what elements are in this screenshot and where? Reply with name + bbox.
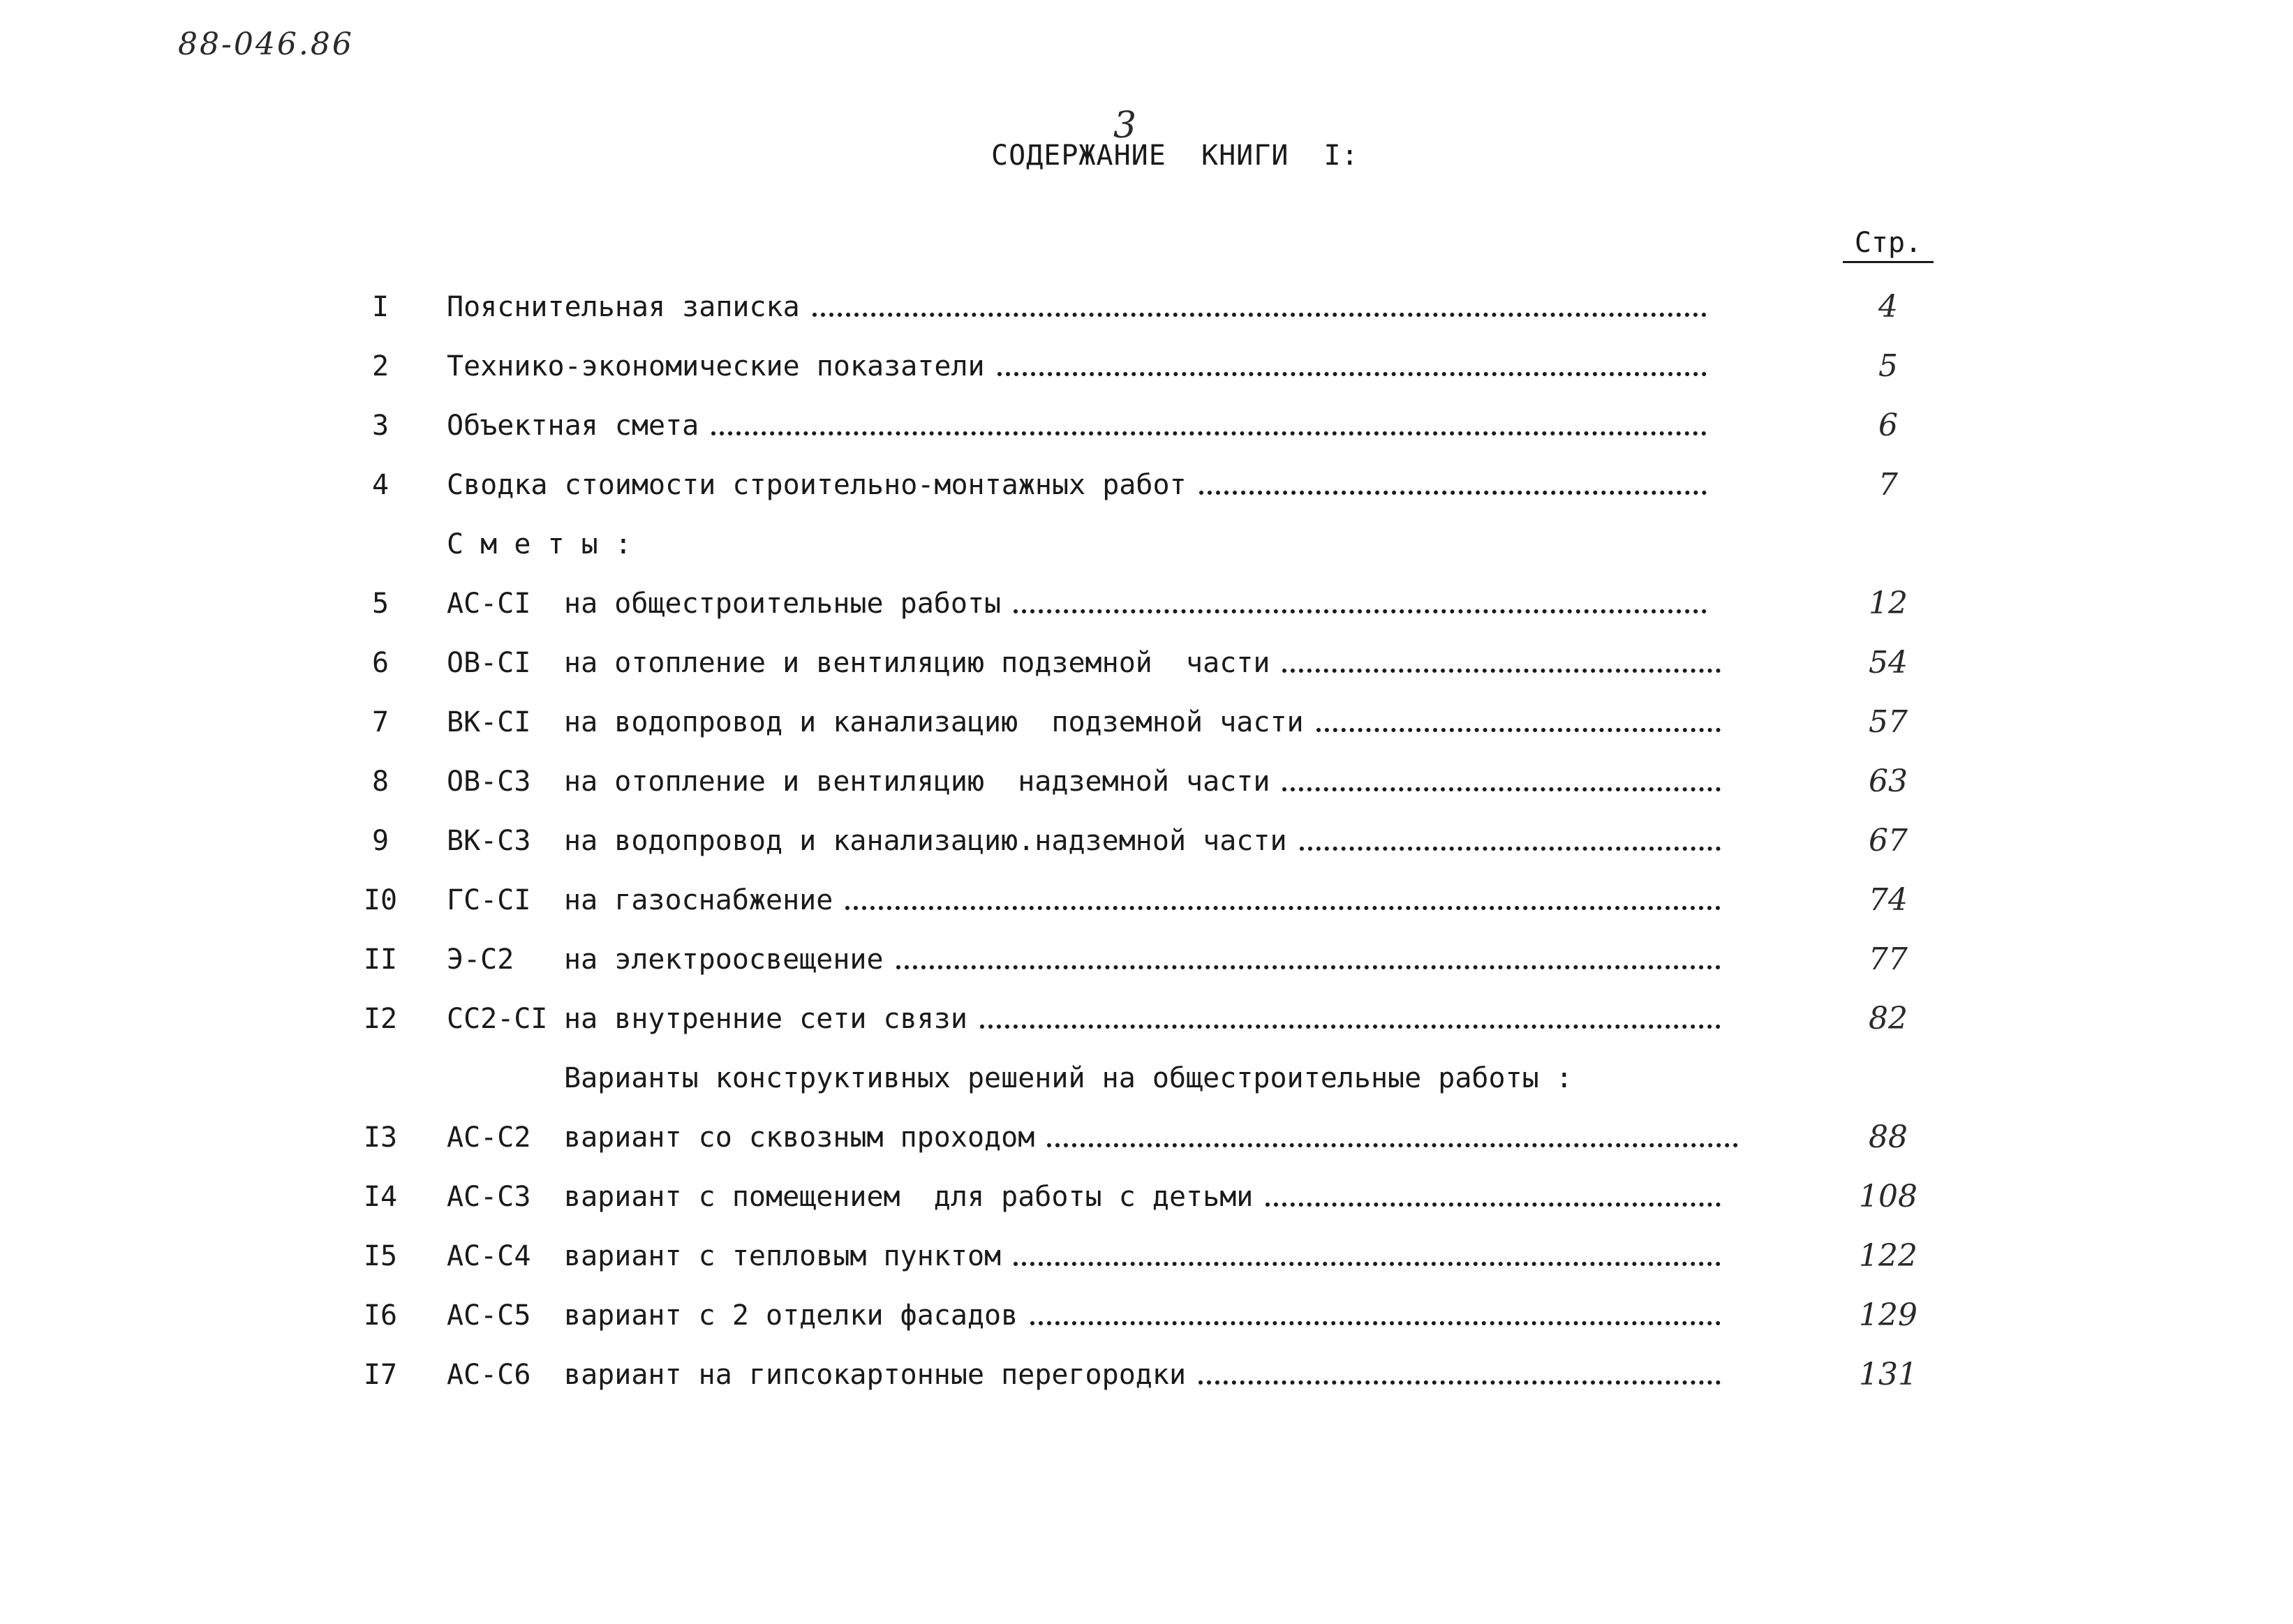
- entry-number: 4: [371, 469, 389, 501]
- page-title: СОДЕРЖАНИЕ КНИГИ I:: [991, 140, 1359, 172]
- entry-page-number: 7: [1878, 467, 1898, 502]
- entry-title: на отопление и вентиляцию подземной части: [564, 647, 1270, 679]
- list-item: [0, 642, 2293, 684]
- entry-title-leader: [564, 820, 1721, 862]
- entry-title-leader: [447, 464, 1707, 506]
- list-item: [0, 1117, 2293, 1159]
- entry-title: на электроосвещение: [564, 944, 884, 976]
- list-item: [0, 701, 2293, 743]
- entry-page-number: 67: [1869, 823, 1908, 858]
- page-number: 3: [1113, 105, 1137, 147]
- entry-page-number: 54: [1869, 645, 1908, 680]
- list-item: [0, 879, 2293, 921]
- dot-leader: [845, 906, 1721, 910]
- list-item: [0, 998, 2293, 1040]
- entry-code: ГС-СI: [447, 884, 531, 916]
- entry-title-leader: [564, 1295, 1721, 1336]
- entry-title-leader: [447, 286, 1707, 328]
- entry-number: I0: [363, 884, 398, 916]
- entry-number: 5: [371, 588, 389, 620]
- entry-title: на общестроительные работы: [564, 588, 1002, 620]
- entry-page-number: 6: [1878, 408, 1898, 443]
- entry-number: I4: [363, 1181, 398, 1213]
- entry-title: вариант со сквозным проходом: [564, 1122, 1035, 1154]
- dot-leader: [1300, 847, 1721, 851]
- entry-page-number: 74: [1869, 882, 1908, 918]
- entry-code: Э-С2: [447, 944, 514, 976]
- section-label-variants: Варианты конструктивных решений на общестроительные работы :: [564, 1062, 1573, 1094]
- dot-leader: [1282, 669, 1721, 673]
- entry-title-leader: [564, 879, 1721, 921]
- entry-code: АС-С2: [447, 1122, 531, 1154]
- dot-leader: [997, 372, 1707, 376]
- entry-page-number: 108: [1859, 1179, 1917, 1214]
- entry-number: 9: [371, 825, 389, 857]
- entry-title: на водопровод и канализацию.надземной части: [564, 825, 1287, 857]
- entry-title: вариант с тепловым пунктом: [564, 1240, 1002, 1272]
- list-item: [0, 820, 2293, 862]
- page-column-header: Стр.: [1843, 225, 1934, 263]
- entry-code: ВК-С3: [447, 825, 531, 857]
- entry-title: вариант на гипсокартонные перегородки: [564, 1359, 1187, 1391]
- dot-leader: [1014, 1262, 1721, 1266]
- dot-leader: [896, 965, 1721, 969]
- entry-number: I2: [363, 1003, 398, 1035]
- entry-page-number: 57: [1869, 704, 1908, 740]
- dot-leader: [1316, 728, 1721, 732]
- dot-leader: [812, 313, 1707, 317]
- entry-page-number: 129: [1859, 1297, 1917, 1333]
- entry-code: АС-СI: [447, 588, 531, 620]
- entry-page-number: 12: [1869, 586, 1908, 621]
- list-item: [0, 583, 2293, 625]
- entry-code: СС2-СI: [447, 1003, 548, 1035]
- entry-title: вариант с 2 отделки фасадов: [564, 1299, 1018, 1332]
- entry-title: Технико-экономические показатели: [447, 350, 985, 382]
- dot-leader: [1266, 1202, 1721, 1207]
- dot-leader: [1199, 491, 1707, 495]
- dot-leader: [1030, 1321, 1721, 1325]
- entry-number: I: [371, 291, 389, 323]
- list-item: [0, 345, 2293, 387]
- entry-title: на отопление и вентиляцию надземной части: [564, 766, 1270, 798]
- entry-code: ОВ-С3: [447, 766, 531, 798]
- entry-title: Объектная смета: [447, 410, 699, 442]
- entry-title: вариант с помещением для работы с детьми: [564, 1181, 1254, 1213]
- entry-page-number: 63: [1869, 763, 1908, 799]
- entry-title: Сводка стоимости строительно-монтажных работ: [447, 469, 1187, 501]
- entry-title-leader: [564, 642, 1721, 684]
- entry-code: АС-С5: [447, 1299, 531, 1332]
- entry-title-leader: [564, 1176, 1721, 1218]
- list-item: [0, 1235, 2293, 1277]
- entry-number: I3: [363, 1122, 398, 1154]
- entry-code: ВК-СI: [447, 706, 531, 738]
- dot-leader: [1282, 787, 1721, 791]
- entry-code: АС-С4: [447, 1240, 531, 1272]
- entry-page-number: 77: [1869, 941, 1908, 977]
- entry-title: на газоснабжение: [564, 884, 833, 916]
- entry-number: 3: [371, 410, 389, 442]
- dot-leader: [1014, 609, 1707, 613]
- entry-code: АС-С6: [447, 1359, 531, 1391]
- entry-code: АС-С3: [447, 1181, 531, 1213]
- entry-page-number: 131: [1859, 1357, 1917, 1392]
- list-item: [0, 761, 2293, 803]
- section-label-estimates: С м е т ы :: [447, 528, 632, 560]
- entry-title-leader: [447, 345, 1707, 387]
- entry-page-number: 4: [1878, 289, 1898, 325]
- entry-number: 7: [371, 706, 389, 738]
- entry-title-leader: [564, 1354, 1721, 1396]
- entry-title: на водопровод и канализацию подземной части: [564, 706, 1304, 738]
- entry-number: 6: [371, 647, 389, 679]
- list-item: [0, 464, 2293, 506]
- list-item: [0, 1176, 2293, 1218]
- entry-title-leader: [564, 1235, 1721, 1277]
- entry-code: ОВ-СI: [447, 647, 531, 679]
- entry-number: 2: [371, 350, 389, 382]
- entry-title: на внутренние сети связи: [564, 1003, 967, 1035]
- document-code: 88-046.86: [178, 27, 354, 62]
- list-item: [0, 939, 2293, 981]
- dot-leader: [1199, 1380, 1721, 1385]
- entry-title-leader: [564, 583, 1707, 625]
- dot-leader: [711, 431, 1707, 435]
- dot-leader: [980, 1025, 1721, 1029]
- entry-page-number: 122: [1859, 1238, 1917, 1274]
- entry-page-number: 82: [1869, 1001, 1908, 1036]
- entry-title-leader: [447, 405, 1707, 447]
- entry-number: I5: [363, 1240, 398, 1272]
- entry-number: 8: [371, 766, 389, 798]
- list-item: [0, 1354, 2293, 1396]
- entry-title-leader: [564, 939, 1721, 981]
- entry-number: I7: [363, 1359, 398, 1391]
- entry-page-number: 88: [1869, 1119, 1908, 1155]
- entry-title-leader: [564, 998, 1721, 1040]
- dot-leader: [1047, 1143, 1738, 1147]
- entry-page-number: 5: [1878, 348, 1898, 384]
- entry-title: Пояснительная записка: [447, 291, 800, 323]
- list-item: [0, 405, 2293, 447]
- entry-title-leader: [564, 761, 1721, 803]
- entry-title-leader: [564, 701, 1721, 743]
- entry-number: II: [363, 944, 398, 976]
- entry-title-leader: [564, 1117, 1738, 1159]
- entry-number: I6: [363, 1299, 398, 1332]
- list-item: [0, 1295, 2293, 1336]
- list-item: [0, 286, 2293, 328]
